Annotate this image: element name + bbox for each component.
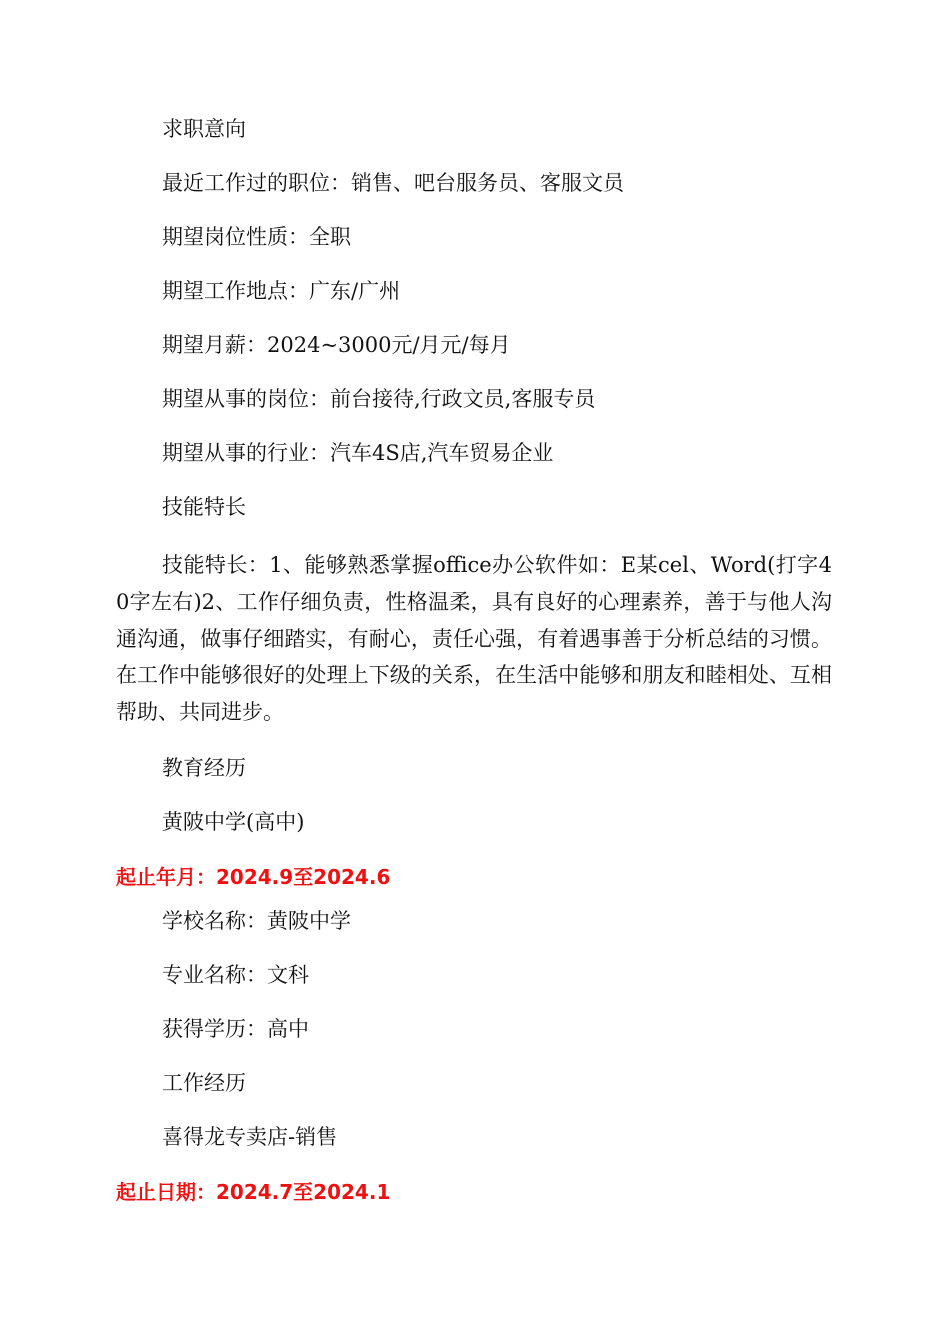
recent-positions: 最近工作过的职位：销售、吧台服务员、客服文员 (162, 171, 624, 195)
job-title: 喜得龙专卖店-销售 (162, 1125, 338, 1149)
job-type: 期望岗位性质：全职 (162, 225, 351, 249)
education-heading: 教育经历 (162, 756, 246, 780)
job-intent-heading: 求职意向 (162, 117, 246, 141)
school-title: 黄陂中学(高中) (162, 810, 305, 834)
desired-location: 期望工作地点：广东/广州 (162, 279, 401, 303)
desired-salary: 期望月薪：2024~3000元/月元/每月 (162, 333, 511, 357)
education-period: 起止年月：2024.9至2024.6 (116, 865, 391, 889)
school-name: 学校名称：黄陂中学 (162, 909, 351, 933)
work-heading: 工作经历 (162, 1071, 246, 1095)
work-period: 起止日期：2024.7至2024.1 (116, 1180, 391, 1204)
desired-positions: 期望从事的岗位：前台接待,行政文员,客服专员 (162, 387, 596, 411)
desired-industry: 期望从事的行业：汽车4S店,汽车贸易企业 (162, 441, 554, 465)
major: 专业名称：文科 (162, 963, 309, 987)
skills-heading: 技能特长 (162, 495, 246, 519)
degree: 获得学历：高中 (162, 1017, 309, 1041)
skills-paragraph: 技能特长：1、能够熟悉掌握office办公软件如：E某cel、Word(打字40字左右)2、工作仔细负责，性格温柔，具有良好的心理素养，善于与他人沟通沟通，做事仔细踏实，有耐心，责任心强，有着遇事善于分析总结的习惯。在工作中能够很好的处理上下级的关系，在生活中能够和朋友和睦相处、互相帮助、共同进步。 (116, 553, 832, 725)
